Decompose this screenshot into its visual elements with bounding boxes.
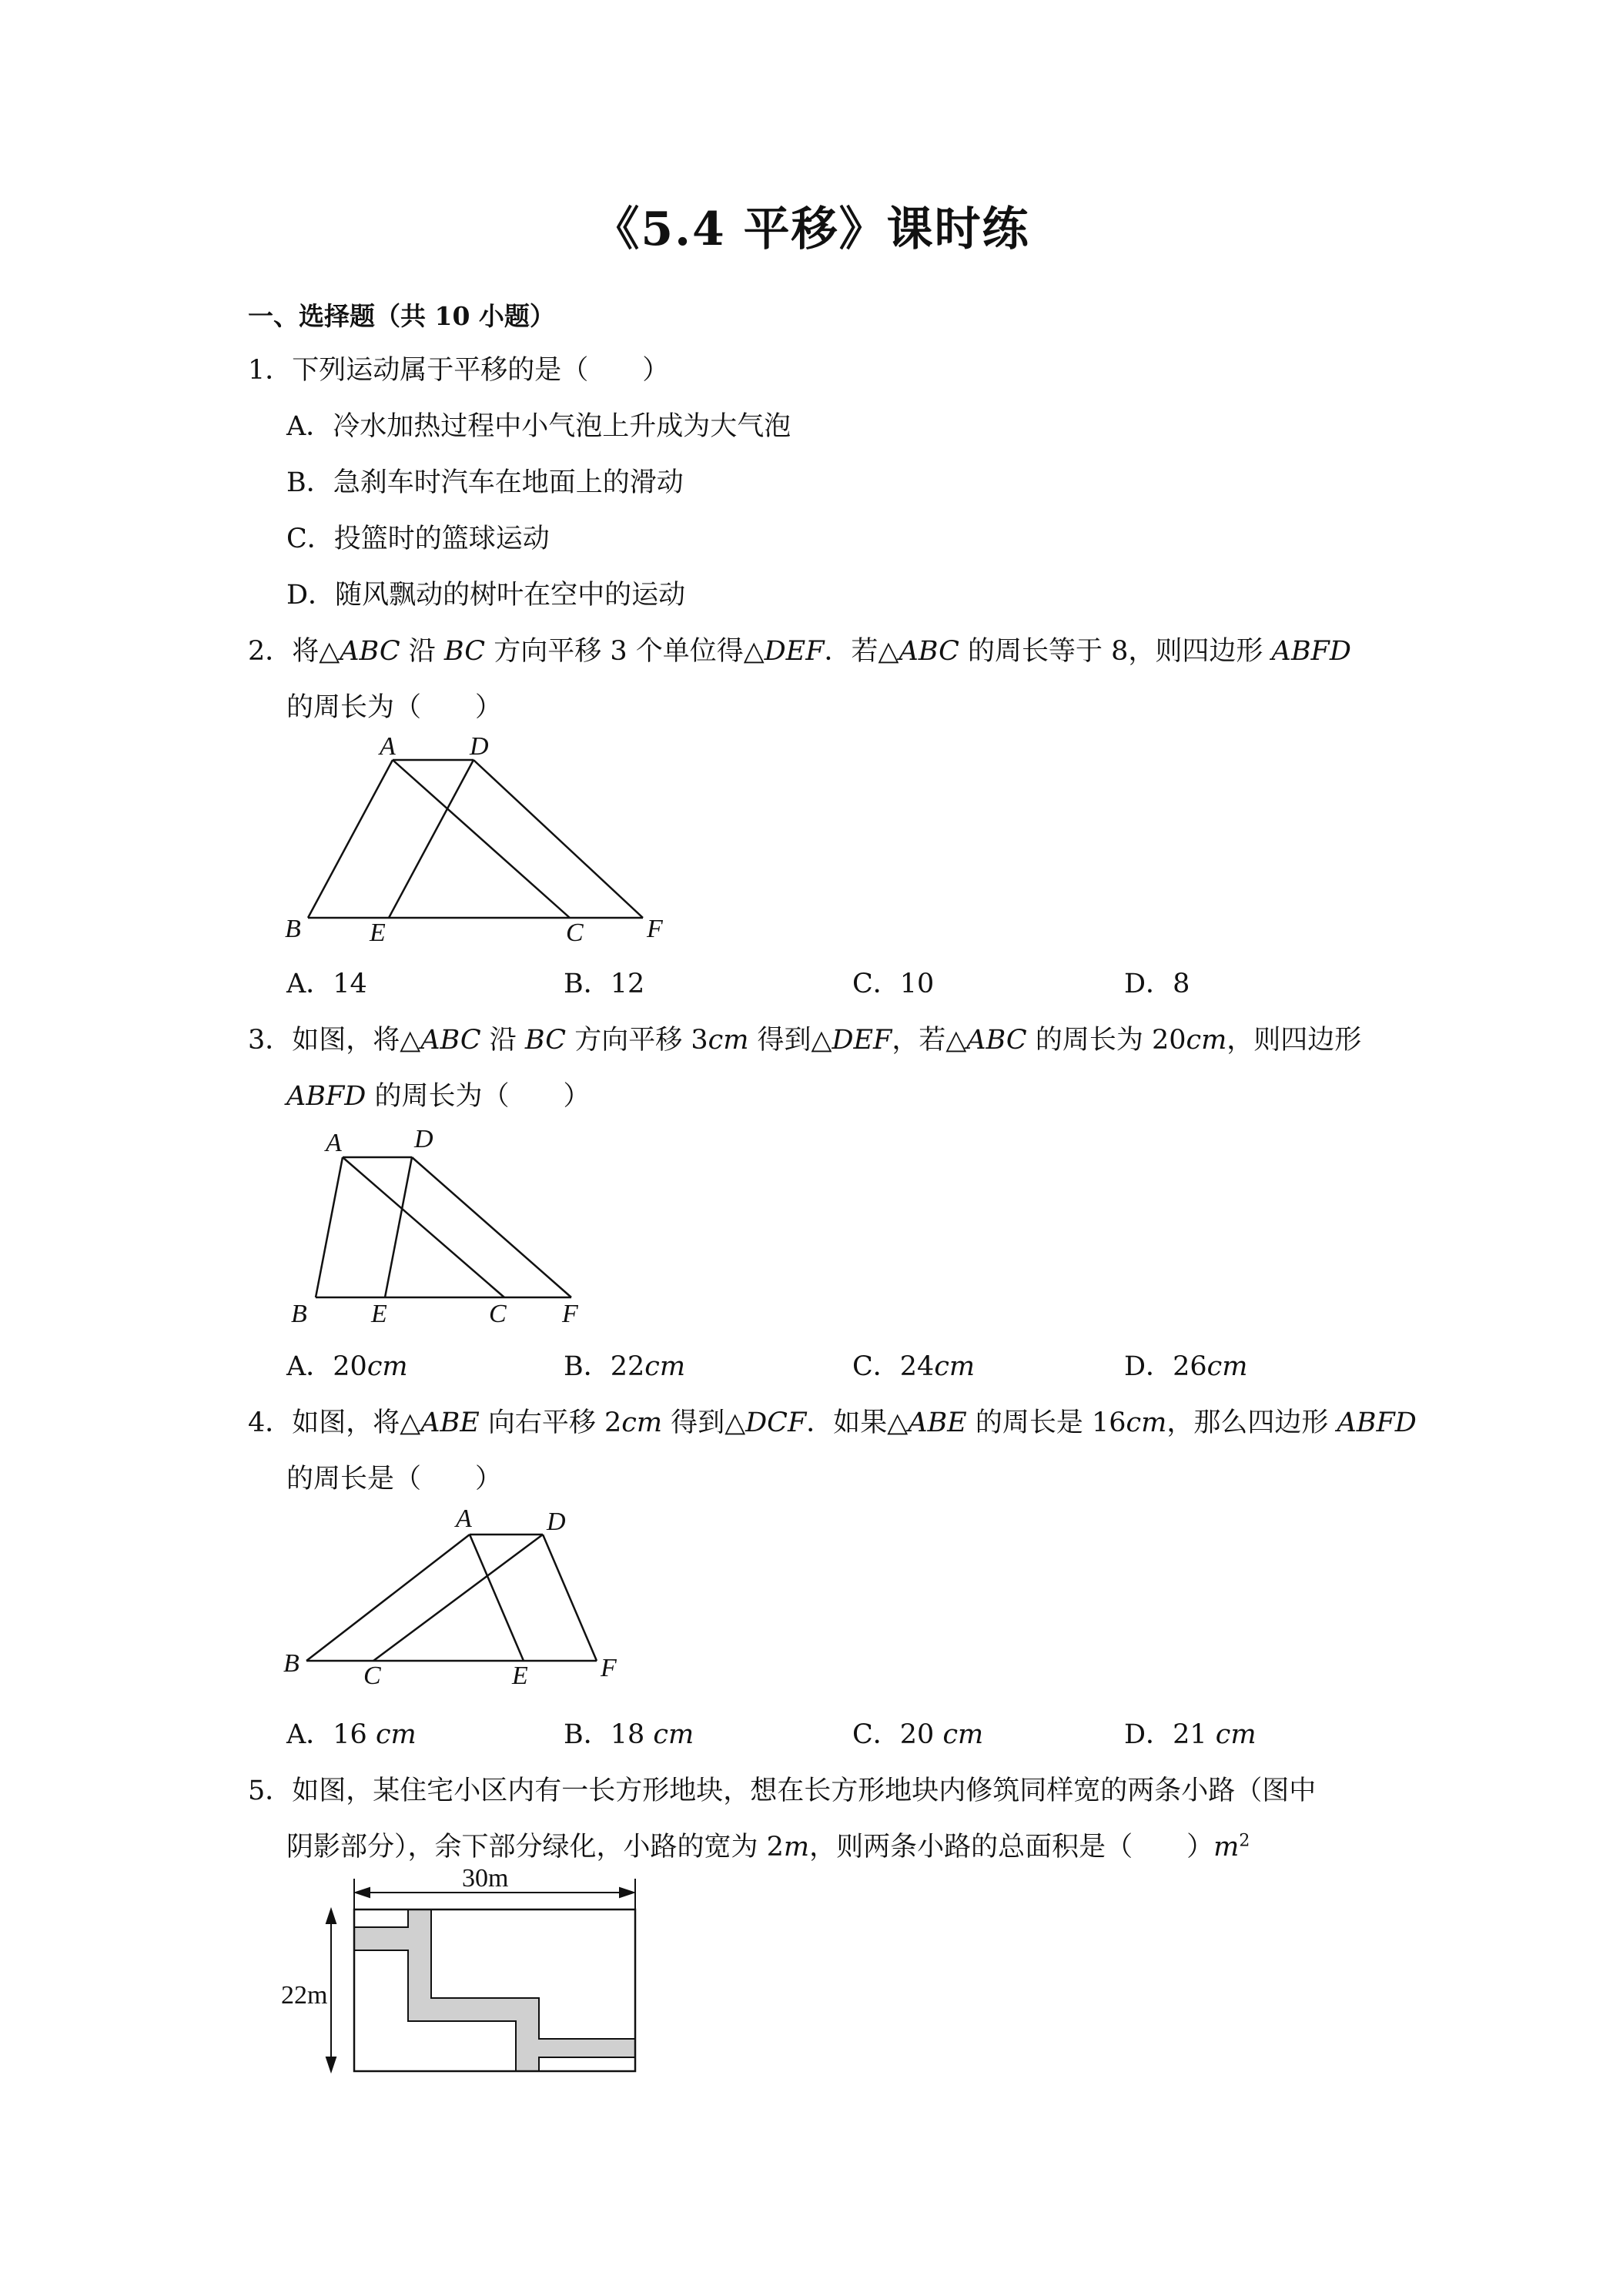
stem-math: DEF (764, 636, 825, 667)
q2-choice-d (1124, 962, 1190, 1001)
choice-value: 16 (333, 1719, 376, 1750)
option-text: 投篮时的篮球运动 (333, 524, 550, 554)
label-e: E (370, 919, 386, 947)
section-heading: 一、选择题（共 10 小题） (248, 301, 555, 331)
segment-df (412, 1157, 571, 1297)
label-e: E (371, 1300, 387, 1328)
stem-math: cm (1126, 1407, 1167, 1438)
road-edge-1 (354, 1909, 408, 1927)
stem-math: ABFD (1271, 636, 1351, 667)
question-3 (248, 1019, 1361, 1057)
choice-unit: cm (942, 1719, 984, 1750)
q4-figure (277, 1505, 647, 1690)
choice-label: D． (1124, 1719, 1173, 1750)
q2-choice-a (286, 962, 367, 1001)
label-c: C (566, 919, 584, 947)
stem-text: 方向平移 3 (566, 1025, 708, 1056)
road-segment-4 (516, 1998, 539, 2071)
road-segment-1 (354, 1927, 408, 1950)
choice-unit: cm (375, 1719, 417, 1750)
stem-math: ABE (420, 1407, 480, 1438)
stem-math: ABFD (1337, 1407, 1417, 1438)
stem-math: DEF (832, 1025, 892, 1056)
question-5 (248, 1769, 1316, 1808)
stem-text: 的周长为 20 (1026, 1025, 1186, 1056)
stem-text: ，若△ (892, 1025, 967, 1056)
label-a: A (326, 1129, 342, 1157)
choice-value: 8 (1173, 969, 1190, 999)
choice-label: A． (286, 1351, 333, 1382)
choice-value: 18 (610, 1719, 654, 1750)
stem-text: ，那么四边形 (1166, 1407, 1337, 1438)
question-4 (248, 1401, 1417, 1440)
stem-math: DCF (745, 1407, 807, 1438)
stem-text: 向右平移 2 (479, 1407, 622, 1438)
label-f: F (601, 1654, 617, 1682)
page-title: 《5.4 平移》课时练 (593, 202, 1030, 256)
choice-unit: cm (1206, 1351, 1248, 1382)
label-a: A (456, 1504, 472, 1533)
question-5-line2 (286, 1826, 1250, 1864)
q5-figure (273, 1864, 658, 2094)
label-c: C (489, 1300, 507, 1328)
choice-value: 22 (610, 1351, 645, 1382)
choice-value: 24 (899, 1351, 935, 1382)
stem-text: ．若△ (824, 636, 899, 667)
stem-text: 的周长是 16 (966, 1407, 1126, 1438)
label-d: D (547, 1508, 566, 1536)
choice-value: 20 (899, 1719, 943, 1750)
stem-text: 沿 (480, 1025, 525, 1056)
question-2-line2: 的周长为（ ） (286, 692, 503, 723)
choice-label: C． (852, 1719, 900, 1750)
segment-df (543, 1535, 597, 1661)
segment-dc (373, 1535, 543, 1661)
stem-math: BC (524, 1025, 567, 1056)
q1-option-d (286, 574, 685, 612)
q4-choice-b (564, 1713, 694, 1752)
option-label: A． (286, 411, 333, 442)
stem-math: m (783, 1832, 810, 1863)
stem-math: ABC (899, 636, 959, 667)
choice-label: A． (286, 969, 333, 999)
segment-ae (470, 1535, 524, 1661)
choice-unit: cm (653, 1719, 694, 1750)
choice-label: C． (852, 1351, 900, 1382)
stem-text: 如图，将△ (292, 1407, 421, 1438)
width-label: 30m (462, 1864, 509, 1893)
stem-text: 的周长等于 8，则四边形 (959, 636, 1272, 667)
choice-value: 12 (610, 969, 645, 999)
choice-label: B． (564, 1351, 611, 1382)
stem-text: ，则四边形 (1226, 1025, 1362, 1056)
arrow-up (326, 1909, 336, 1923)
road-segment-3 (431, 1998, 516, 2021)
q2-figure (277, 732, 678, 947)
segment-ab (308, 760, 393, 918)
label-f: F (562, 1300, 578, 1328)
stem-text: ．如果△ (806, 1407, 909, 1438)
choice-unit: cm (934, 1351, 975, 1382)
question-1 (248, 349, 669, 387)
stem-math: ABC (420, 1025, 481, 1056)
question-2 (248, 630, 1351, 668)
stem-math: ABC (340, 636, 400, 667)
arrow-left (356, 1888, 370, 1897)
road-segment-2 (408, 1909, 431, 2021)
label-a: A (380, 732, 396, 761)
stem-text: 得到△ (748, 1025, 832, 1056)
choice-value: 21 (1173, 1719, 1216, 1750)
segment-ac (393, 760, 570, 918)
stem-text: 如图，将△ (292, 1025, 421, 1056)
stem-text: 沿 (400, 636, 444, 667)
segment-de (385, 1157, 412, 1297)
segment-ab (316, 1157, 343, 1297)
label-b: B (291, 1300, 307, 1328)
stem-math: m (1213, 1832, 1240, 1863)
option-text: 急刹车时汽车在地面上的滑动 (333, 467, 684, 498)
height-label: 22m (281, 1981, 328, 2010)
arrow-right (620, 1888, 634, 1897)
choice-unit: cm (366, 1351, 408, 1382)
label-b: B (283, 1649, 300, 1678)
choice-label: B． (564, 969, 611, 999)
choice-value: 20 (333, 1351, 367, 1382)
label-e: E (512, 1662, 528, 1690)
q3-figure (277, 1124, 601, 1332)
stem-math: cm (621, 1407, 663, 1438)
q4-choice-c (852, 1713, 983, 1752)
question-4-line2: 的周长是（ ） (286, 1464, 503, 1494)
question-stem: 下列运动属于平移的是（ ） (292, 355, 670, 386)
label-f: F (647, 915, 663, 943)
stem-math: ABC (966, 1025, 1027, 1056)
stem-text: 方向平移 3 个单位得△ (485, 636, 765, 667)
stem-text: 如图，某住宅小区内有一长方形地块，想在长方形地块内修筑同样宽的两条小路（图中 (292, 1776, 1317, 1806)
stem-text: 阴影部分），余下部分绿化，小路的宽为 2 (286, 1832, 784, 1863)
q1-option-a (286, 405, 791, 443)
stem-math: cm (708, 1025, 749, 1056)
segment-df (474, 760, 643, 918)
q4-choice-a (286, 1713, 417, 1752)
q3-choice-d (1124, 1345, 1247, 1384)
q2-choice-b (564, 962, 644, 1001)
stem-superscript: 2 (1239, 1831, 1250, 1851)
stem-math: BC (443, 636, 486, 667)
q4-choice-d (1124, 1713, 1257, 1752)
choice-value: 14 (333, 969, 367, 999)
stem-text: 的周长为（ ） (366, 1081, 591, 1112)
q3-choice-b (564, 1345, 685, 1384)
stem-text: 将△ (292, 636, 340, 667)
question-number: 4． (248, 1407, 293, 1438)
stem-math: cm (1186, 1025, 1227, 1056)
choice-label: A． (286, 1719, 333, 1750)
question-3-line2 (286, 1075, 590, 1113)
stem-math: ABFD (286, 1081, 366, 1112)
q3-choice-a (286, 1345, 408, 1384)
stem-text: ，则两条小路的总面积是（ ） (809, 1832, 1214, 1863)
choice-value: 10 (899, 969, 935, 999)
label-c: C (363, 1662, 381, 1690)
segment-ab (306, 1535, 470, 1661)
option-text: 冷水加热过程中小气泡上升成为大气泡 (333, 411, 791, 442)
choice-label: C． (852, 969, 900, 999)
q3-choice-c (852, 1345, 975, 1384)
choice-unit: cm (1215, 1719, 1257, 1750)
label-d: D (470, 732, 489, 761)
question-number: 2． (248, 636, 293, 667)
q1-option-b (286, 461, 684, 500)
arrow-down (326, 2057, 336, 2071)
option-text: 随风飘动的树叶在空中的运动 (335, 580, 686, 611)
question-number: 5． (248, 1776, 293, 1806)
label-d: D (414, 1125, 433, 1153)
question-number: 3． (248, 1025, 293, 1056)
stem-text: 得到△ (662, 1407, 746, 1438)
option-label: B． (286, 467, 333, 498)
choice-value: 26 (1173, 1351, 1207, 1382)
choice-label: D． (1124, 969, 1173, 999)
choice-label: B． (564, 1719, 611, 1750)
stem-math: ABE (908, 1407, 967, 1438)
segment-ac (343, 1157, 504, 1297)
q1-option-c (286, 517, 550, 556)
segment-de (389, 760, 474, 918)
label-b: B (285, 915, 301, 943)
choice-label: D． (1124, 1351, 1173, 1382)
road-segment-5 (539, 2039, 635, 2057)
question-number: 1． (248, 355, 293, 386)
option-label: C． (286, 524, 334, 554)
choice-unit: cm (644, 1351, 686, 1382)
road-edge-4 (539, 2057, 635, 2071)
option-label: D． (286, 580, 336, 611)
q2-choice-c (852, 962, 934, 1001)
